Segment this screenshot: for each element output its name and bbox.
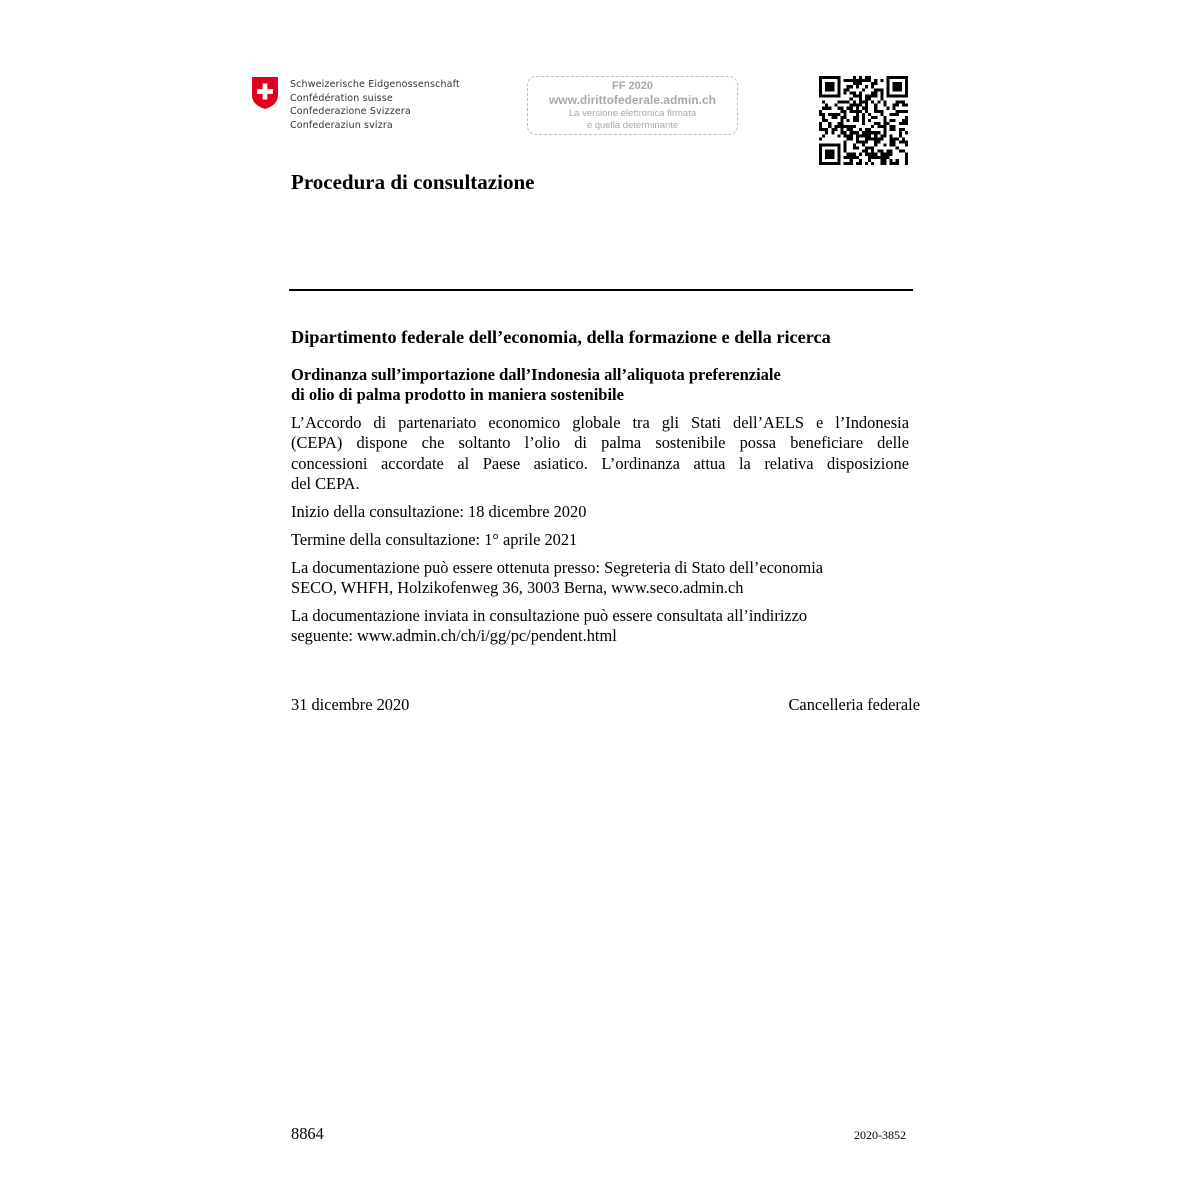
documentation-source [291, 558, 909, 599]
confederation-name-it: Confederazione Svizzera [290, 106, 411, 118]
consultation-end: Termine della consultazione: 1° aprile 2021 [291, 530, 578, 549]
consultation-link [291, 606, 909, 647]
confederation-name-fr: Confédération suisse [290, 92, 393, 104]
page-title: Procedura di consultazione [291, 170, 535, 194]
stamp-note-line1: La versione elettronica firmata [568, 108, 697, 119]
consultation-line: seguente: www.admin.ch/ch/i/gg/pc/pendent.html [291, 626, 617, 646]
consultation-line: La documentazione inviata in consultazione può essere consultata all’indirizzo [291, 606, 808, 625]
description-line: L’Accordo di partenariato economico globale tra gli Stati dell’AELS e l’Indonesia [291, 413, 909, 432]
title-divider [289, 289, 913, 291]
stamp-code: FF 2020 [612, 80, 653, 92]
description-paragraph [291, 413, 909, 495]
confederation-name-de: Schweizerische Eidgenossenschaft [290, 79, 460, 90]
documentation-line: La documentazione può essere ottenuta presso: Segreteria di Stato dell’economia [291, 558, 824, 577]
description-line: (CEPA) dispone che soltanto l’olio di palma sostenibile possa beneficiare delle [291, 433, 909, 453]
confederation-name-rm: Confederaziun svizra [290, 119, 393, 131]
confederation-names [290, 78, 460, 132]
document-number: 2020-3852 [854, 1128, 906, 1142]
ordinance-title-line: Ordinanza sull’importazione dall’Indonesia all’aliquota preferenziale [291, 365, 781, 384]
ordinance-title [291, 365, 911, 404]
consultation-start: Inizio della consultazione: 18 dicembre 2020 [291, 502, 587, 521]
stamp-site: www.dirittofederale.admin.ch [549, 93, 716, 107]
stamp-note-line2: è quella determinante [586, 120, 679, 131]
description-line: concessioni accordate al Paese asiatico. L’ordinanza attua la relativa disposizione [291, 453, 909, 473]
publication-date: 31 dicembre 2020 [291, 695, 410, 714]
swiss-cross-shield-icon [251, 76, 279, 110]
ordinance-title-line: di olio di palma prodotto in maniera sostenibile [291, 384, 624, 404]
qr-code-icon [819, 76, 908, 165]
documentation-line: SECO, WHFH, Holzikofenweg 36, 3003 Berna, www.seco.admin.ch [291, 578, 744, 598]
department-heading: Dipartimento federale dell’economia, della formazione e della ricerca [291, 327, 831, 347]
signatory: Cancelleria federale [788, 695, 920, 714]
description-line: del CEPA. [291, 474, 360, 494]
page-number: 8864 [291, 1124, 324, 1143]
electronic-version-stamp [527, 76, 738, 135]
